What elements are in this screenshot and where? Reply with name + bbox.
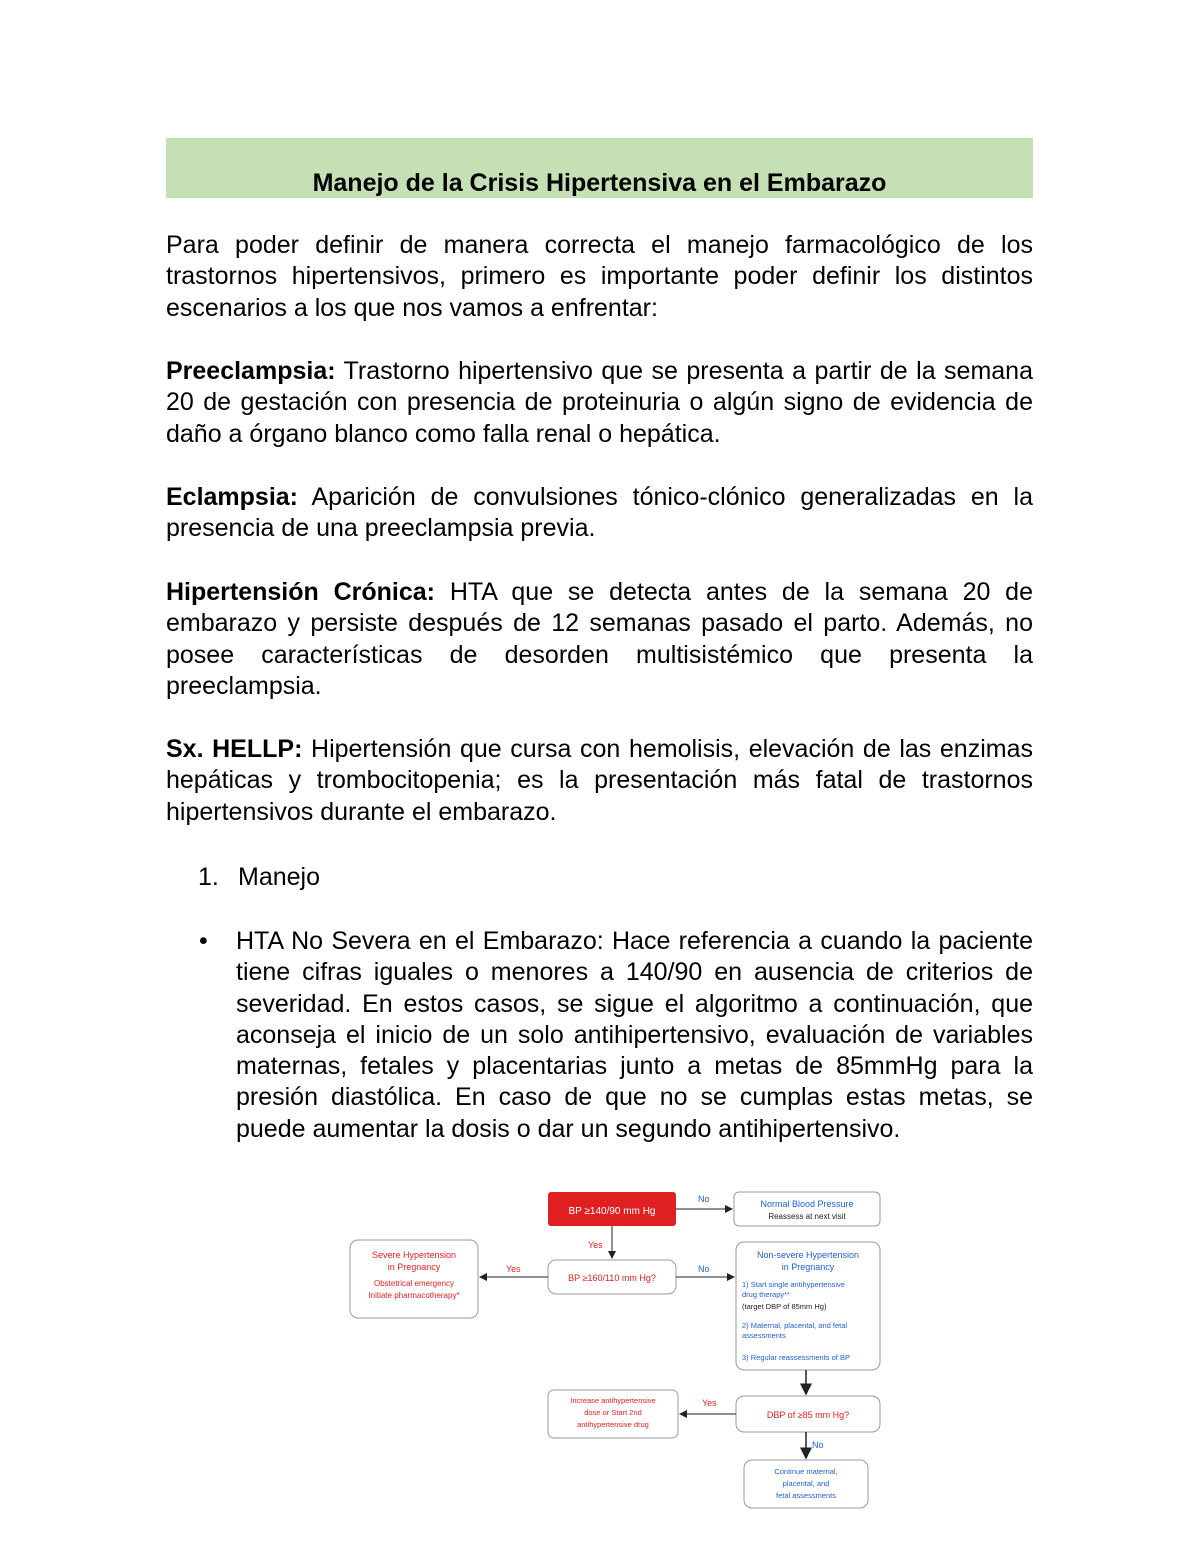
definition-preeclampsia [166, 356, 1033, 450]
bullet-text: HTA No Severa en el Embarazo: Hace referencia a cuando la paciente tiene cifras iguales o menores a 140/90 en ausencia de criterios de severidad. En estos casos, se sigue el algoritmo a continuación, que aconseja el inicio de un solo antihipertensivo, evaluación de variables maternas, fetales y placentarias junto a metas de 85mmHg para la presión diastólica. En caso de que no se cumplas estas metas, se puede aumentar la dosis o dar un segundo antihipertensivo. [236, 927, 1033, 1143]
ns-step-1a: 1) Start single antihypertensive [742, 1280, 845, 1289]
definition-text: Trastorno hipertensivo que se presenta a partir de la semana 20 de gestación con presencia de proteinuria o algún signo de evidencia de daño a órgano blanco como falla renal o hepática. [166, 357, 1033, 448]
ns-step-2a: 2) Maternal, placental, and fetal [742, 1321, 848, 1330]
increase-line-1: Increase antihypertensive [570, 1396, 656, 1405]
ns-step-2b: assessments [742, 1331, 786, 1340]
definition-text: HTA que se detecta antes de la semana 20 de embarazo y persiste después de 12 semanas pasado el parto. Además, no posee características de desorden multisistémico que presenta la preeclampsia. [166, 578, 1033, 700]
severe-question-label: BP ≥160/110 mm Hg? [568, 1273, 656, 1283]
continue-line-1: Continue maternal, [774, 1467, 838, 1476]
no-label: No [698, 1194, 710, 1204]
ns-step-1c: (target DBP of 85mm Hg) [742, 1302, 827, 1311]
no-label: No [812, 1440, 824, 1450]
normal-bp-sub: Reassess at next visit [768, 1212, 846, 1221]
title-banner [166, 138, 1033, 198]
list-number: 1. [198, 863, 219, 891]
dbp-question-label: DBP of ≥85 mm Hg? [766, 1410, 850, 1420]
term-hellp: Sx. HELLP: [166, 735, 303, 763]
intro-text: Para poder definir de manera correcta el manejo farmacológico de los trastornos hipertensivos, primero es importante poder definir los distintos escenarios a los que nos vamos a enfrentar: [166, 231, 1033, 322]
severe-title-2: in Pregnancy [387, 1262, 441, 1272]
continue-line-2: placental, and [782, 1479, 830, 1488]
hypertension-flowchart [340, 1180, 900, 1520]
term-preeclampsia: Preeclampsia: [166, 357, 336, 385]
yes-label: Yes [588, 1240, 603, 1250]
yes-label: Yes [506, 1264, 521, 1274]
increase-line-2: dose or Start 2nd [584, 1408, 642, 1417]
page-title: Manejo de la Crisis Hipertensiva en el Embarazo [312, 169, 887, 197]
definition-eclampsia [166, 482, 1033, 545]
bullet-paragraph [236, 926, 1033, 1145]
ns-step-1b: drug therapy** [742, 1290, 790, 1299]
definition-hipertension-cronica [166, 577, 1033, 702]
bullet-icon: • [199, 927, 208, 955]
definition-hellp [166, 734, 1033, 828]
no-label: No [698, 1264, 710, 1274]
continue-line-3: fetal assessments [775, 1491, 837, 1500]
severe-title-1: Severe Hypertension [371, 1250, 457, 1260]
list-label: Manejo [238, 863, 320, 891]
term-eclampsia: Eclampsia: [166, 483, 299, 511]
nonsevere-title-1: Non-severe Hypertension [756, 1250, 860, 1260]
severe-sub-1: Obstetrical emergency [373, 1279, 455, 1288]
yes-label: Yes [702, 1398, 717, 1408]
definition-text: Aparición de convulsiones tónico-clónico generalizadas en la presencia de una preeclampsia previa. [166, 483, 1033, 543]
term-hipertension-cronica: Hipertensión Crónica: [166, 578, 436, 606]
definition-text: Hipertensión que cursa con hemolisis, elevación de las enzimas hepáticas y trombocitopenia; es la presentación más fatal de trastornos hipertensivos durante el embarazo. [166, 735, 1033, 826]
increase-line-3: antihypertensive drug [577, 1420, 649, 1429]
intro-paragraph [166, 230, 1033, 324]
start-label: BP ≥140/90 mm Hg [568, 1206, 656, 1217]
numbered-list-item [198, 862, 320, 893]
nonsevere-title-2: in Pregnancy [781, 1262, 835, 1272]
severe-sub-2: Initiate pharmacotherapy* [368, 1291, 460, 1300]
ns-step-3: 3) Regular reassessments of BP [742, 1353, 850, 1362]
normal-bp-title: Normal Blood Pressure [760, 1199, 854, 1209]
